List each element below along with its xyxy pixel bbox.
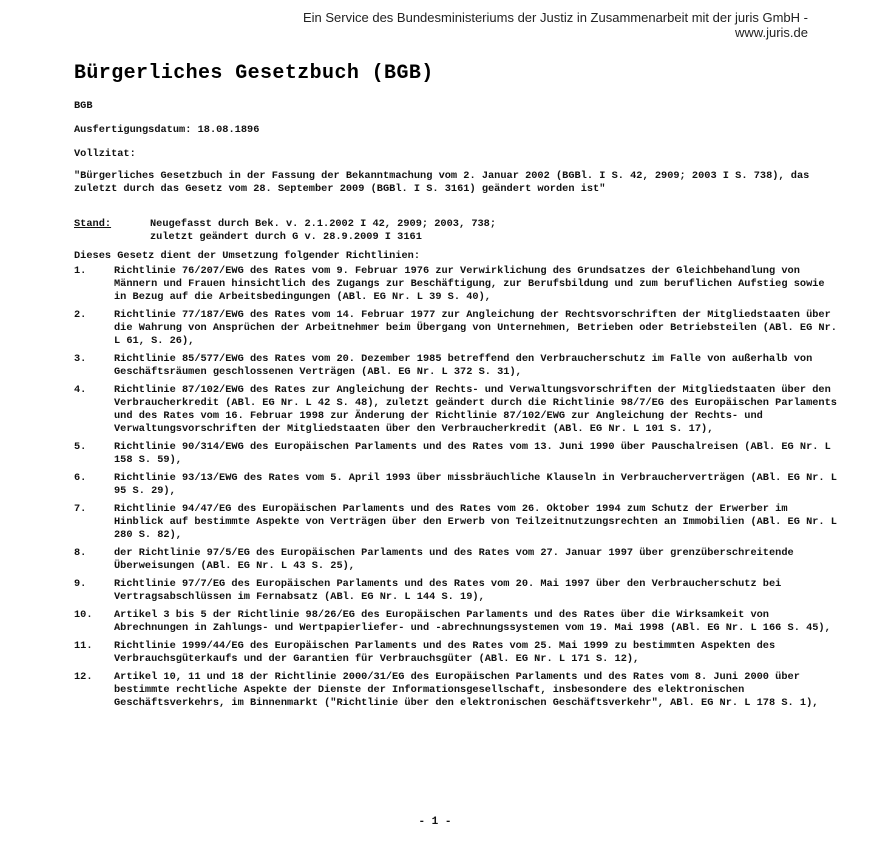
directive-item xyxy=(74,441,840,467)
directive-number: 11. xyxy=(74,640,93,652)
law-abbreviation: BGB xyxy=(74,100,93,112)
directive-text: Richtlinie 94/47/EG des Europäischen Parlaments und des Rates vom 26. Oktober 1994 zum Schutz der Erwerber im Hinblick auf bestimmte Aspekte von Verträgen über den Erwerb von Teilzeitnutzungsrechten an Immobilien (ABl. EG Nr. L 280 S. 82), xyxy=(114,503,837,541)
directive-item xyxy=(74,640,840,666)
directive-number: 3. xyxy=(74,353,87,365)
directive-number: 4. xyxy=(74,384,87,396)
directive-number: 5. xyxy=(74,441,87,453)
directive-number: 9. xyxy=(74,578,87,590)
directive-text: Richtlinie 87/102/EWG des Rates zur Angleichung der Rechts- und Verwaltungsvorschriften der Mitgliedstaaten über den Verbraucherkredit (ABl. EG Nr. L 42 S. 48), zuletzt geändert durch die Richtlinie 98/7/EG des Europäischen Parlaments und des Rates vom 16. Februar 1998 zur Änderung der Richtlinie 87/102/EWG zur Angleichung der Rechts- und Verwaltungsvorschriften der Mitgliedstaaten über den Verbraucherkredit (ABl. EG Nr. L 101 S. 17), xyxy=(114,384,837,435)
vollzitat-text: "Bürgerliches Gesetzbuch in der Fassung der Bekanntmachung vom 2. Januar 2002 (BGBl. I S. 42, 2909; 2003 I S. 738), das zuletzt durch das Gesetz vom 28. September 2009 (BGBl. I S. 3161) geändert worden ist" xyxy=(74,170,810,195)
directive-text: Richtlinie 1999/44/EG des Europäischen Parlaments und des Rates vom 25. Mai 1999 zu bestimmten Aspekten des Verbrauchsgüterkaufs und der Garantien für Verbrauchsgüter (ABl. EG Nr. L 171 S. 12), xyxy=(114,640,776,665)
stand-text: Neugefasst durch Bek. v. 2.1.2002 I 42, 2909; 2003, 738; zuletzt geändert durch G v. 28.9.2009 I 3161 xyxy=(150,218,497,243)
header-url: www.juris.de xyxy=(735,25,808,40)
stand-block xyxy=(74,218,844,244)
vollzitat-label: Vollzitat: xyxy=(74,148,136,160)
directive-item xyxy=(74,265,840,304)
header-service-line: Ein Service des Bundesministeriums der Justiz in Zusammenarbeit mit der juris GmbH - xyxy=(302,10,808,25)
directive-number: 6. xyxy=(74,472,87,484)
directive-item xyxy=(74,353,840,379)
directive-item xyxy=(74,547,840,573)
directive-text: Richtlinie 77/187/EWG des Rates vom 14. Februar 1977 zur Angleichung der Rechtsvorschriften der Mitgliedstaaten über die Wahrung von Ansprüchen der Arbeitnehmer beim Übergang von Unternehmen, Betrieben oder Betriebsteilen (ABl. EG Nr. L 61, S. 26), xyxy=(114,309,837,347)
directive-number: 12. xyxy=(74,671,93,683)
directive-number: 7. xyxy=(74,503,87,515)
directive-text: Richtlinie 97/7/EG des Europäischen Parlaments und des Rates vom 20. Mai 1997 über den Verbraucherschutz bei Vertragsabschlüssen im Fernabsatz (ABl. EG Nr. L 144 S. 19), xyxy=(114,578,782,603)
directive-text: Richtlinie 93/13/EWG des Rates vom 5. April 1993 über missbräuchliche Klauseln in Verbraucherverträgen (ABl. EG Nr. L 95 S. 29), xyxy=(114,472,837,497)
directive-number: 8. xyxy=(74,547,87,559)
directive-number: 10. xyxy=(74,609,93,621)
directive-item xyxy=(74,503,840,542)
directive-item xyxy=(74,609,840,635)
directive-item xyxy=(74,309,840,348)
page-number: - 1 - xyxy=(418,816,452,828)
ausfertigungsdatum: Ausfertigungsdatum: 18.08.1896 xyxy=(74,124,260,136)
directive-text: der Richtlinie 97/5/EG des Europäischen Parlaments und des Rates vom 27. Januar 1997 über grenzüberschreitende Überweisungen (ABl. EG Nr. L 43 S. 25), xyxy=(114,547,794,572)
directive-item xyxy=(74,384,840,436)
stand-label: Stand: xyxy=(74,218,112,230)
directive-number: 2. xyxy=(74,309,87,321)
directive-number: 1. xyxy=(74,265,87,277)
directive-text: Artikel 3 bis 5 der Richtlinie 98/26/EG des Europäischen Parlaments und des Rates über die Wirksamkeit von Abrechnungen in Zahlungs- und Wertpapierliefer- und -abrechnungssystemen vom 19. Mai 1998 (ABl. EG Nr. L 166 S. 45), xyxy=(114,609,831,634)
directive-item xyxy=(74,472,840,498)
document-title: Bürgerliches Gesetzbuch (BGB) xyxy=(74,62,434,85)
directive-item xyxy=(74,671,840,710)
directive-text: Richtlinie 90/314/EWG des Europäischen Parlaments und des Rates vom 13. Juni 1990 über Pauschalreisen (ABl. EG Nr. L 158 S. 59), xyxy=(114,441,831,466)
page-header xyxy=(108,10,808,40)
directive-text: Richtlinie 85/577/EWG des Rates vom 20. Dezember 1985 betreffend den Verbraucherschutz im Falle von außerhalb von Geschäftsräumen geschlossenen Verträgen (ABl. EG Nr. L 372 S. 31), xyxy=(114,353,813,378)
directive-text: Artikel 10, 11 und 18 der Richtlinie 2000/31/EG des Europäischen Parlaments und des Rates vom 8. Juni 2000 über bestimmte rechtliche Aspekte der Dienste der Informationsgesellschaft, insbesondere des elektronischen Geschäftsverkehrs, im Binnenmarkt ("Richtlinie über den elektronischen Geschäftsverkehr", ABl. EG Nr. L 178 S. 1), xyxy=(114,671,819,709)
directives-intro: Dieses Gesetz dient der Umsetzung folgender Richtlinien: xyxy=(74,250,421,262)
directive-text: Richtlinie 76/207/EWG des Rates vom 9. Februar 1976 zur Verwirklichung des Grundsatzes der Gleichbehandlung von Männern und Frauen hinsichtlich des Zugangs zur Beschäftigung, zur Berufsbildung und zum beruflichen Aufstieg sowie in Bezug auf die Arbeitsbedingungen (ABl. EG Nr. L 39 S. 40), xyxy=(114,265,825,303)
directive-item xyxy=(74,578,840,604)
directive-list xyxy=(74,265,840,715)
